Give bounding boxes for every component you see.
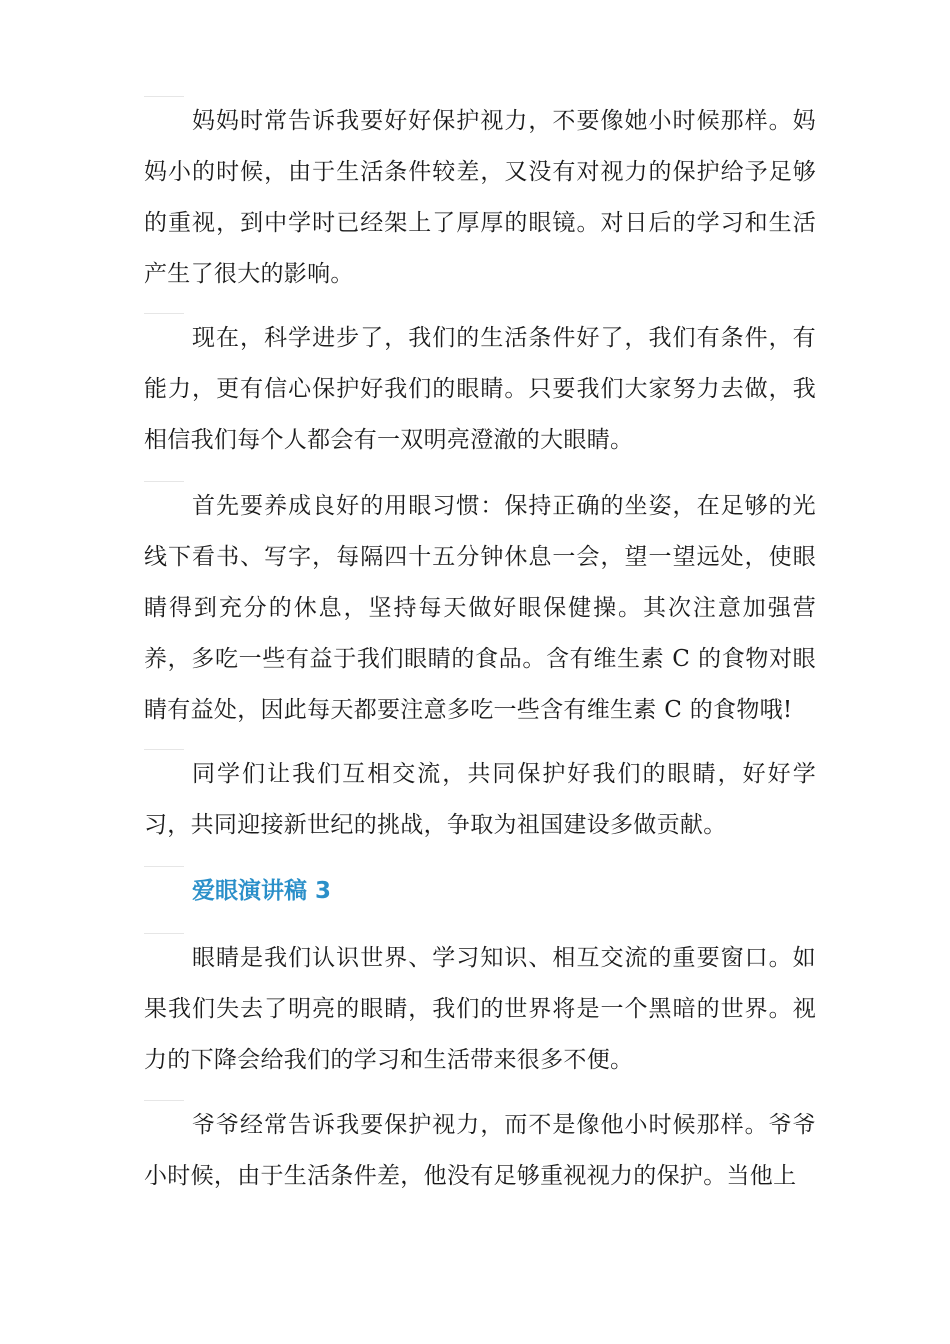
section-heading: 爱眼演讲稿 3 <box>144 866 816 917</box>
paragraph-call-to-action: 同学们让我们互相交流，共同保护好我们的眼睛，好好学习，共同迎接新世纪的挑战，争取为祖国建设多做贡献。 <box>144 749 816 851</box>
paragraph-eye-habits: 首先要养成良好的用眼习惯：保持正确的坐姿，在足够的光线下看书、写字，每隔四十五分钟休息一会，望一望远处，使眼睛得到充分的休息，坚持每天做好眼保健操。其次注意加强营养，多吃一些有益于我们眼睛的食品。含有维生素 C 的食物对眼睛有益处，因此每天都要注意多吃一些含有维生素 C 的食物哦! <box>144 481 816 736</box>
paragraph-mother-advice: 妈妈时常告诉我要好好保护视力，不要像她小时候那样。妈妈小的时候，由于生活条件较差，又没有对视力的保护给予足够的重视，到中学时已经架上了厚厚的眼镜。对日后的学习和生活产生了很大的影响。 <box>144 96 816 300</box>
paragraph-eyes-window: 眼睛是我们认识世界、学习知识、相互交流的重要窗口。如果我们失去了明亮的眼睛，我们的世界将是一个黑暗的世界。视力的下降会给我们的学习和生活带来很多不便。 <box>144 933 816 1086</box>
paragraph-science-progress: 现在，科学进步了，我们的生活条件好了，我们有条件，有能力，更有信心保护好我们的眼睛。只要我们大家努力去做，我相信我们每个人都会有一双明亮澄澈的大眼睛。 <box>144 313 816 466</box>
paragraph-grandfather-advice: 爷爷经常告诉我要保护视力，而不是像他小时候那样。爷爷小时候，由于生活条件差，他没有足够重视视力的保护。当他上 <box>144 1100 816 1202</box>
